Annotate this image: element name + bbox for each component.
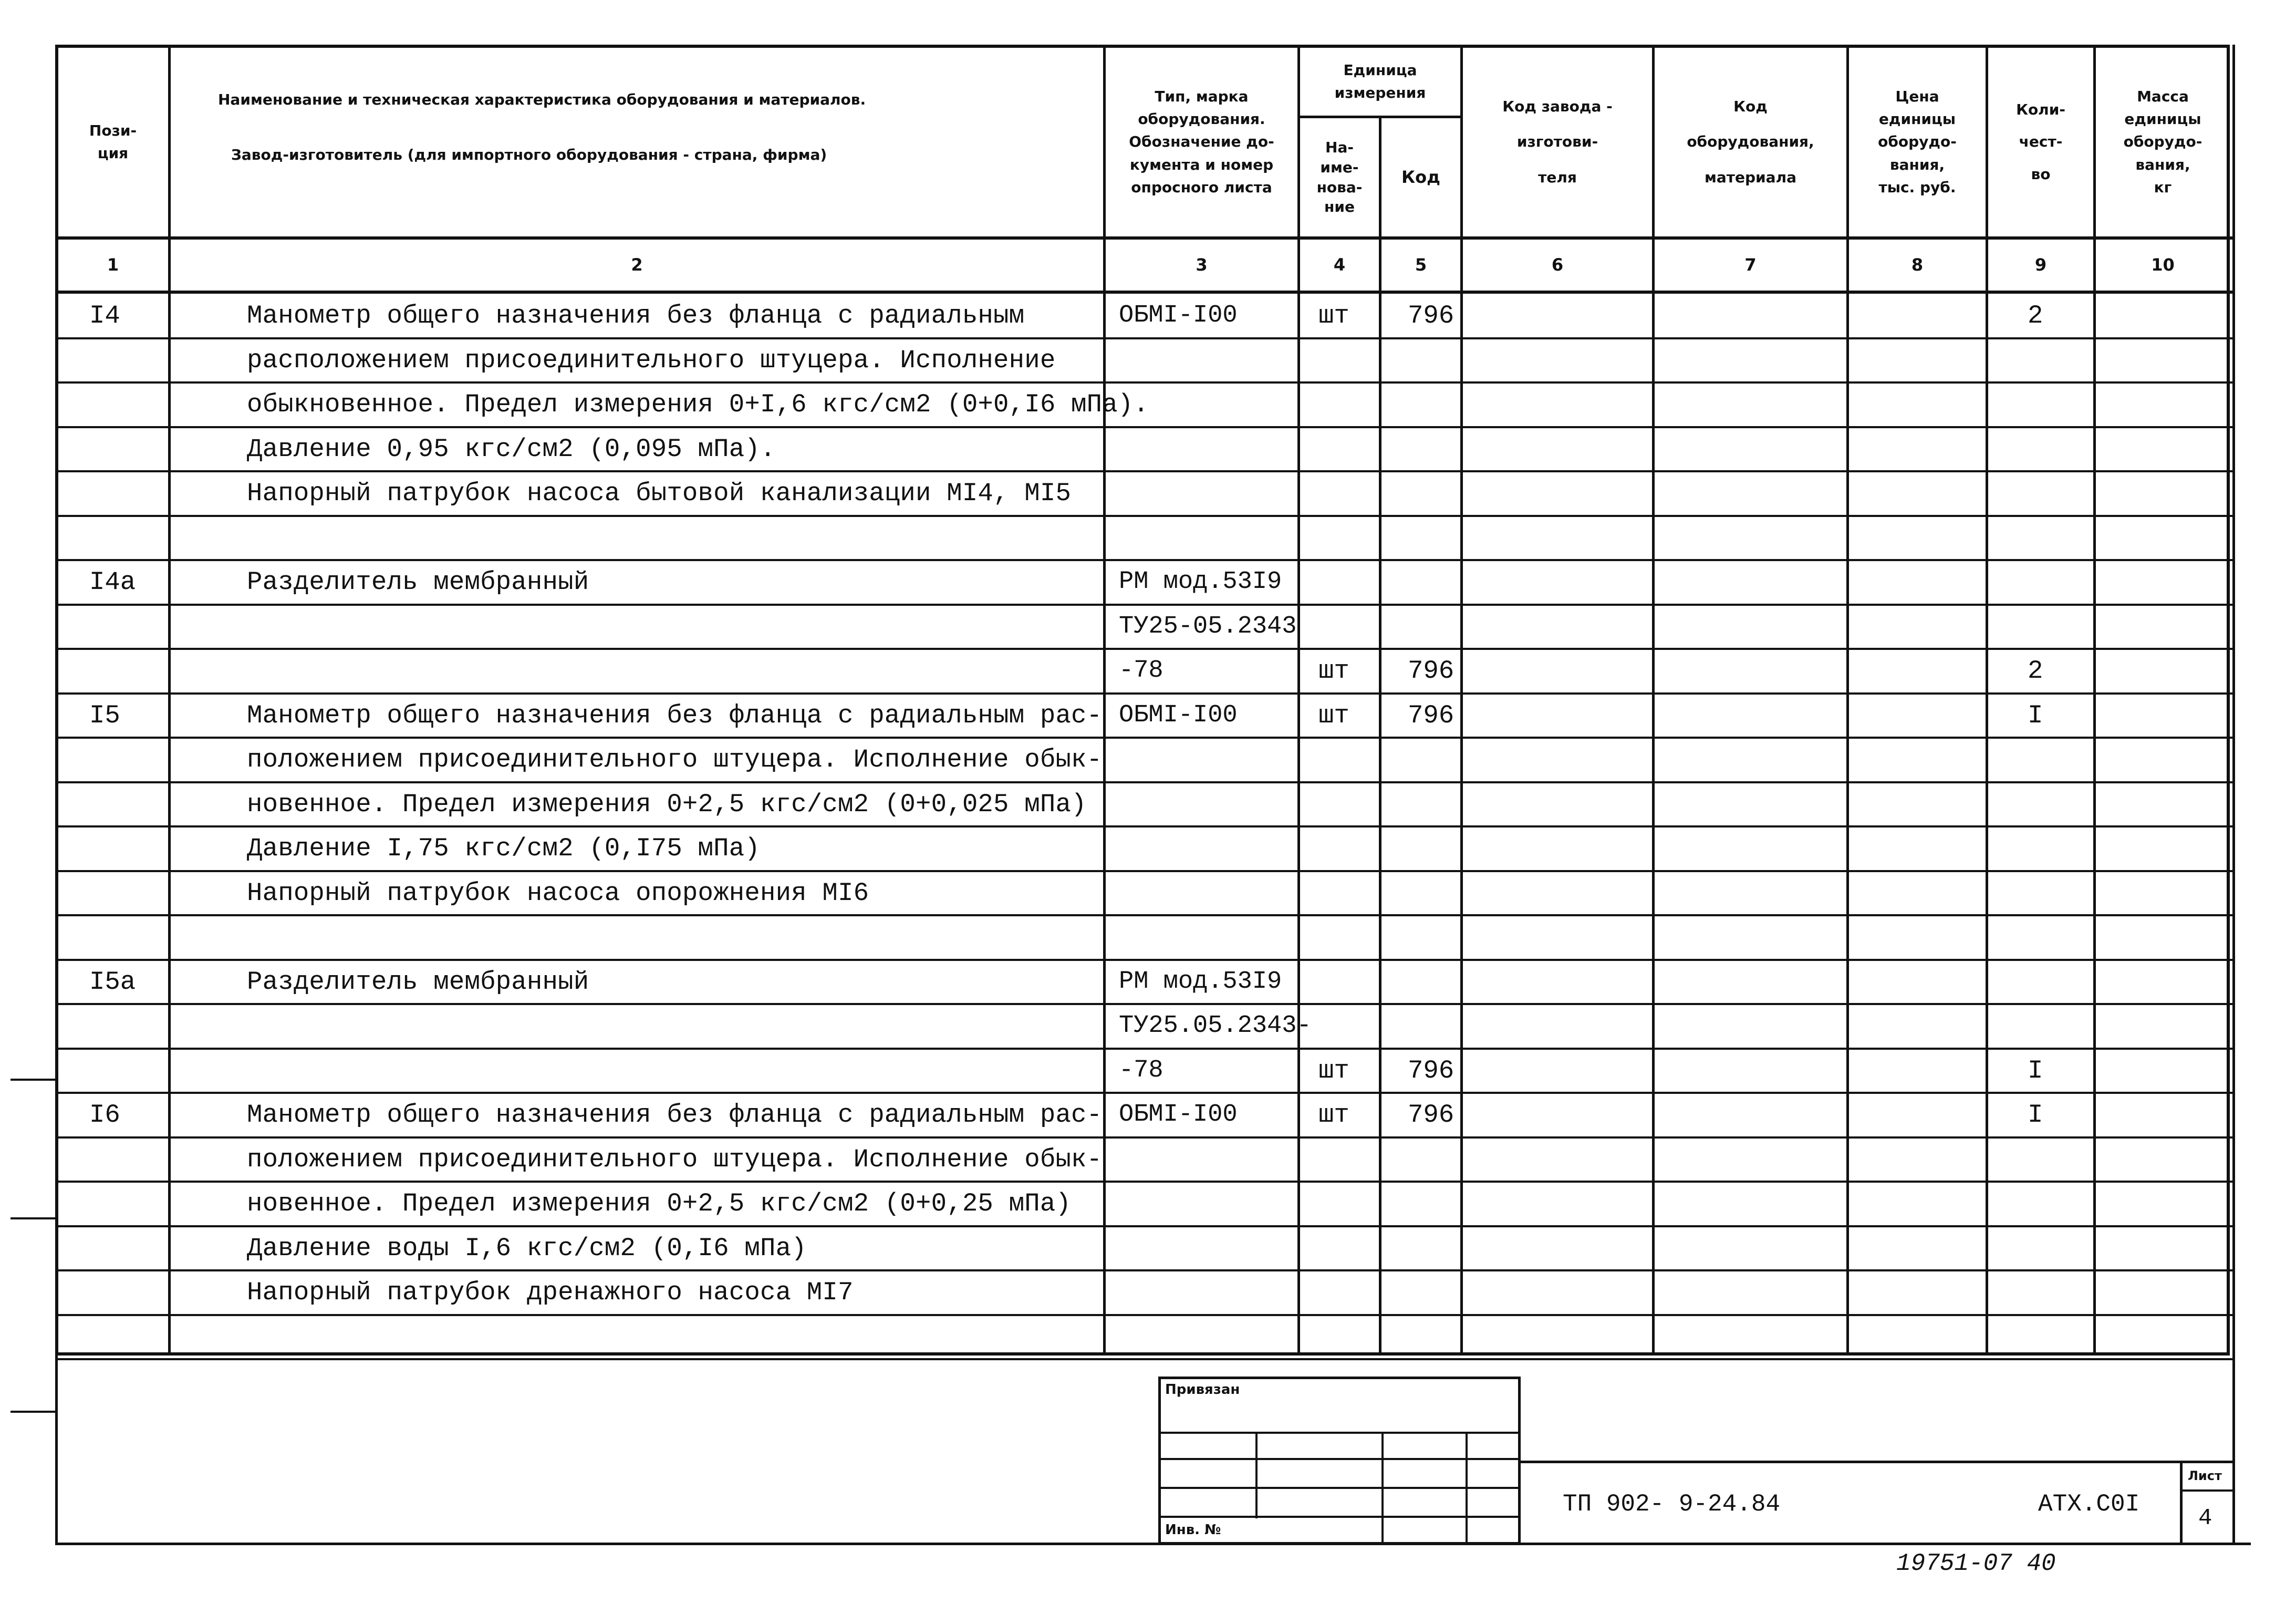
header-quantity: Коли- чест- во [2016, 100, 2065, 183]
tb-line [2180, 1489, 2235, 1492]
row-divider [55, 515, 2232, 517]
row-divider [55, 959, 2232, 961]
binding-tick [11, 1079, 58, 1081]
description-cell: Напорный патрубок насоса бытовой канализации МI4, МI5 [247, 479, 1072, 508]
tb-line [1466, 1432, 1468, 1545]
header-type: Тип, марка оборудования. Обозначение до- кумента и номер опросного листа [1129, 87, 1274, 196]
unit-code-cell: 796 [1408, 1056, 1455, 1085]
column-divider [168, 45, 171, 1356]
description-cell: Разделитель мембранный [247, 967, 589, 997]
type-mark-cell: ТУ25.05.2343- [1119, 1012, 1312, 1040]
row-divider [55, 1136, 2232, 1139]
header-name-line2: Завод-изготовитель (для импортного оборудования - страна, фирма) [231, 146, 827, 164]
description-cell: Давление воды I,6 кгс/см2 (0,I6 мПа) [247, 1234, 807, 1263]
header-name-line1: Наименование и техническая характеристика оборудования и материалов. [218, 91, 866, 109]
position-cell: I4 [89, 301, 120, 330]
column-divider [1986, 45, 1988, 1356]
colnum-2: 2 [631, 255, 643, 275]
quantity-cell: 2 [2028, 301, 2043, 330]
privyazan-label: Привязан [1165, 1382, 1240, 1398]
description-cell: Напорный патрубок дренажного насоса МI7 [247, 1278, 854, 1307]
sheet-left-border [55, 1356, 58, 1545]
position-cell: I6 [89, 1100, 120, 1130]
colnum-3: 3 [1196, 255, 1208, 275]
description-cell: расположением присоединительного штуцера. Исполнение [247, 346, 1056, 375]
quantity-cell: I [2028, 701, 2043, 730]
header-position: Пози- ция [89, 121, 137, 162]
description-cell: Давление I,75 кгс/см2 (0,I75 мПа) [247, 834, 760, 863]
colnum-10: 10 [2151, 255, 2175, 275]
type-mark-cell: РМ мод.53I9 [1119, 568, 1282, 596]
row-divider [55, 559, 2232, 561]
description-cell: Манометр общего назначения без фланца с радиальным рас- [247, 701, 1103, 730]
colnum-7: 7 [1744, 255, 1757, 275]
inv-no-label: Инв. № [1165, 1522, 1221, 1538]
row-divider [55, 1358, 2232, 1360]
quantity-cell: I [2028, 1056, 2043, 1085]
description-cell: обыкновенное. Предел измерения 0+I,6 кгс/см2 (0+0,I6 мПа). [247, 390, 1149, 419]
position-cell: I4а [89, 567, 136, 597]
column-divider [1297, 45, 1300, 1356]
colnum-5: 5 [1415, 255, 1427, 275]
type-mark-cell: ОБМI-I00 [1119, 701, 1238, 729]
row-divider [1297, 116, 1460, 118]
binding-tick [11, 1411, 58, 1413]
document-mark: АТХ.С0I [2038, 1491, 2140, 1518]
quantity-cell: 2 [2028, 656, 2043, 686]
row-divider [55, 381, 2232, 384]
binding-tick [11, 1217, 58, 1219]
unit-code-cell: 796 [1408, 1100, 1455, 1130]
row-divider [55, 870, 2232, 872]
description-cell: Манометр общего назначения без фланца с радиальным рас- [247, 1100, 1103, 1130]
row-divider [55, 236, 2232, 240]
row-divider [55, 692, 2232, 695]
position-cell: I5а [89, 967, 136, 997]
row-divider [55, 1048, 2232, 1050]
colnum-1: 1 [107, 255, 119, 275]
sheet-number: 4 [2198, 1505, 2212, 1532]
header-price: Цена единицы оборудо- вания, тыс. руб. [1878, 87, 1957, 196]
unit-name-cell: шт [1318, 656, 1349, 686]
tb-line [1255, 1432, 1258, 1518]
row-divider [55, 291, 2232, 294]
sheet-bottom-border [55, 1543, 2251, 1545]
row-divider [55, 825, 2232, 827]
row-divider [55, 337, 2232, 339]
header-mass: Масса единицы оборудо- вания, кг [2123, 87, 2203, 196]
row-divider [55, 1181, 2232, 1183]
row-divider [55, 737, 2232, 739]
description-cell: Давление 0,95 кгс/см2 (0,095 мПа). [247, 434, 776, 464]
unit-name-cell: шт [1318, 1056, 1349, 1085]
type-mark-cell: -78 [1119, 657, 1163, 685]
row-divider [55, 1003, 2232, 1005]
column-divider [1103, 45, 1106, 1356]
row-divider [55, 1269, 2232, 1271]
row-divider [55, 914, 2232, 916]
tb-line [1521, 1461, 2235, 1463]
unit-name-cell: шт [1318, 301, 1349, 330]
description-cell: положением присоединительного штуцера. Исполнение обык- [247, 745, 1103, 774]
colnum-8: 8 [1911, 255, 1924, 275]
row-divider [55, 648, 2232, 650]
description-cell: новенное. Предел измерения 0+2,5 кгс/см2 (0+0,025 мПа) [247, 790, 1087, 819]
colnum-9: 9 [2034, 255, 2047, 275]
header-unit-code: Код [1401, 167, 1440, 187]
header-unit-group: Единица измерения [1334, 61, 1426, 101]
quantity-cell: I [2028, 1100, 2043, 1130]
unit-code-cell: 796 [1408, 301, 1455, 330]
position-cell: I5 [89, 701, 120, 730]
unit-name-cell: шт [1318, 1100, 1349, 1130]
column-divider [1379, 116, 1381, 1356]
document-code: ТП 902- 9-24.84 [1563, 1491, 1781, 1518]
type-mark-cell: ТУ25-05.2343 [1119, 613, 1297, 640]
tb-line [1381, 1432, 1384, 1545]
description-cell: положением присоединительного штуцера. Исполнение обык- [247, 1145, 1103, 1174]
description-cell: Напорный патрубок насоса опорожнения МI6 [247, 878, 869, 908]
type-mark-cell: РМ мод.53I9 [1119, 968, 1282, 996]
tb-line [2180, 1461, 2183, 1545]
description-cell: Манометр общего назначения без фланца с радиальным [247, 301, 1025, 330]
column-divider [1460, 45, 1463, 1356]
row-divider [55, 426, 2232, 428]
sheet-right-border [2232, 45, 2235, 1545]
row-divider [55, 1092, 2232, 1094]
description-cell: Разделитель мембранный [247, 567, 589, 597]
type-mark-cell: -78 [1119, 1057, 1163, 1084]
row-divider [55, 1314, 2232, 1316]
row-divider [55, 1225, 2232, 1227]
column-divider [1846, 45, 1849, 1356]
type-mark-cell: ОБМI-I00 [1119, 1101, 1238, 1129]
row-divider [55, 604, 2232, 606]
description-cell: новенное. Предел измерения 0+2,5 кгс/см2 (0+0,25 мПа) [247, 1189, 1072, 1218]
unit-name-cell: шт [1318, 701, 1349, 730]
sheet-label: Лист [2188, 1468, 2222, 1483]
header-equipment-code: Код оборудования, материала [1687, 98, 1814, 186]
header-factory-code: Код завода - изготови- теля [1502, 98, 1613, 186]
unit-code-cell: 796 [1408, 701, 1455, 730]
row-divider [55, 470, 2232, 472]
column-divider [2093, 45, 2096, 1356]
row-divider [55, 781, 2232, 783]
unit-code-cell: 796 [1408, 656, 1455, 686]
colnum-4: 4 [1333, 255, 1346, 275]
header-unit-name: На- име- нова- ние [1316, 138, 1363, 216]
archive-number: 19751-07 40 [1896, 1550, 2056, 1577]
column-divider [1652, 45, 1655, 1356]
colnum-6: 6 [1551, 255, 1564, 275]
type-mark-cell: ОБМI-I00 [1119, 302, 1238, 329]
